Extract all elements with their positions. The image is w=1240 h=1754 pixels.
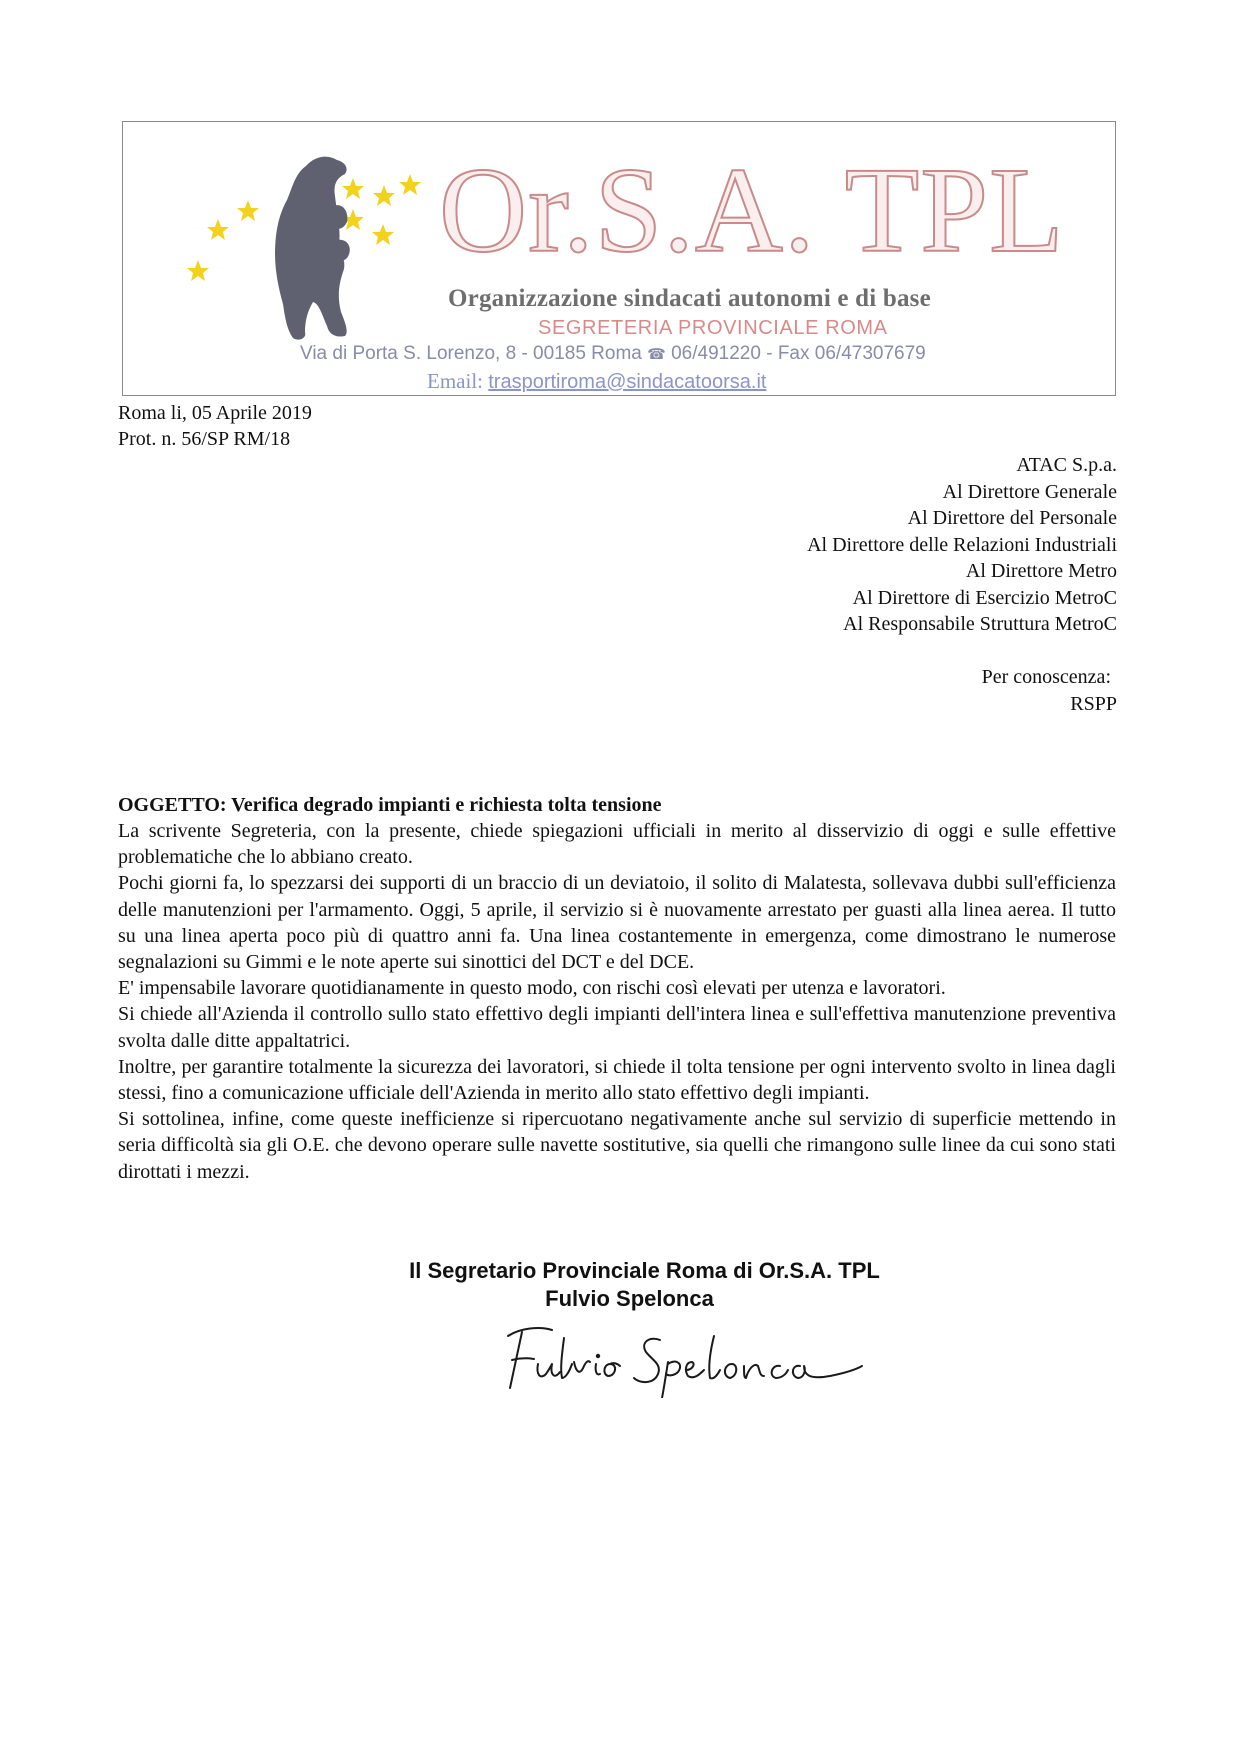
star-icon bbox=[342, 178, 364, 199]
protocol-number: Prot. n. 56/SP RM/18 bbox=[118, 428, 291, 450]
letterhead-email bbox=[427, 369, 766, 394]
body-paragraph: Si chiede all'Azienda il controllo sullo stato effettivo degli impianti dell'intera linea e sull'effettiva manutenzione preventiva svolta dalle ditte appaltatrici. bbox=[118, 1003, 1116, 1052]
addressee-item: Al Direttore Generale bbox=[942, 480, 1117, 503]
body-paragraph: La scrivente Segreteria, con la presente, chiede spiegazioni ufficiali in merito al disservizio di oggi e sulle effettive problematiche che lo abbiano creato. bbox=[118, 820, 1116, 869]
letterhead-title: Or.S.A. TPL bbox=[439, 143, 1065, 278]
star-icon bbox=[373, 185, 395, 206]
signatory-role: Il Segretario Provinciale Roma di Or.S.A. TPL bbox=[409, 1258, 880, 1283]
addressee-item: Al Direttore Metro bbox=[965, 560, 1117, 582]
addressee-item: Al Direttore del Personale bbox=[907, 507, 1117, 529]
signature-block bbox=[0, 1257, 1240, 1313]
addressee-item: Al Direttore di Esercizio MetroC bbox=[852, 586, 1117, 609]
letterhead-contacts: Via di Porta S. Lorenzo, 8 - 00185 Roma ☎ 06/491220 - Fax 06/47307679 bbox=[300, 343, 926, 364]
cc-recipient: RSPP bbox=[1070, 692, 1117, 715]
star-icon bbox=[372, 224, 394, 245]
star-icon bbox=[237, 200, 259, 221]
letter-meta bbox=[118, 400, 312, 452]
handwritten-signature bbox=[500, 1318, 870, 1398]
cc-label: Per conoscenza: bbox=[981, 666, 1111, 688]
phone-number: 06/491220 bbox=[671, 343, 761, 364]
body-paragraph: Inoltre, per garantire totalmente la sicurezza dei lavoratori, si chiede il tolta tensione per ogni intervento svolto in linea dagli stessi, fino a comunicazione ufficiale dell'Azienda in merito allo stato effettivo degli impianti. bbox=[118, 1055, 1116, 1105]
email-label: Email: bbox=[427, 369, 483, 393]
body-paragraph: E' impensabile lavorare quotidianamente in questo modo, con rischi così elevati per utenza e lavoratori. bbox=[118, 977, 946, 1000]
place-date: Roma li, 05 Aprile 2019 bbox=[118, 402, 312, 424]
addressee-item: Al Direttore delle Relazioni Industriali bbox=[807, 533, 1117, 556]
fax-number: 06/47307679 bbox=[814, 343, 926, 364]
star-icon bbox=[187, 260, 209, 281]
phone-icon: ☎ bbox=[647, 346, 666, 363]
fax-label: Fax bbox=[777, 343, 810, 364]
addressee-item: ATAC S.p.a. bbox=[1016, 454, 1117, 476]
letterhead bbox=[122, 121, 1116, 396]
cc-block bbox=[982, 664, 1117, 717]
letter-subject: OGGETTO: Verifica degrado impianti e richiesta tolta tensione bbox=[118, 794, 662, 816]
addressee-list bbox=[807, 452, 1117, 638]
body-paragraph: Si sottolinea, infine, come queste inefficienze si ripercuotano negativamente anche sul servizio di superficie mettendo in seria difficoltà sia gli O.E. che devono operare sulle navette sostitutive, sia quelli che rimangono sulle linee da cui sono stati dirottati i mezzi. bbox=[118, 1108, 1116, 1183]
address-text: Via di Porta S. Lorenzo, 8 - 00185 Roma bbox=[300, 343, 642, 364]
addressee-item: Al Responsabile Struttura MetroC bbox=[843, 613, 1117, 635]
letter-body bbox=[118, 818, 1116, 1185]
letterhead-secretariat: SEGRETERIA PROVINCIALE ROMA bbox=[538, 317, 888, 339]
letterhead-organization: Organizzazione sindacati autonomi e di base bbox=[448, 285, 931, 312]
body-paragraph: Pochi giorni fa, lo spezzarsi dei supporti di un braccio di un deviatoio, il solito di Malatesta, sollevava dubbi sull'efficienza delle manutenzioni per l'armamento. Oggi, 5 aprile, il servizio si è nuovamente arrestato per guasti alla linea aerea. Il tutto su una linea aperta poco più di quattro anni fa. Una linea costantemente in emergenza, come dimostrano le numerose segnalazioni su Gimmi e le note aperte sui sinottici del DCT e del DCE. bbox=[118, 872, 1116, 974]
signatory-name: Fulvio Spelonca bbox=[545, 1286, 714, 1311]
star-icon bbox=[399, 174, 421, 195]
email-link[interactable]: trasportiroma@sindacatoorsa.it bbox=[488, 371, 767, 393]
star-icon bbox=[207, 219, 229, 240]
